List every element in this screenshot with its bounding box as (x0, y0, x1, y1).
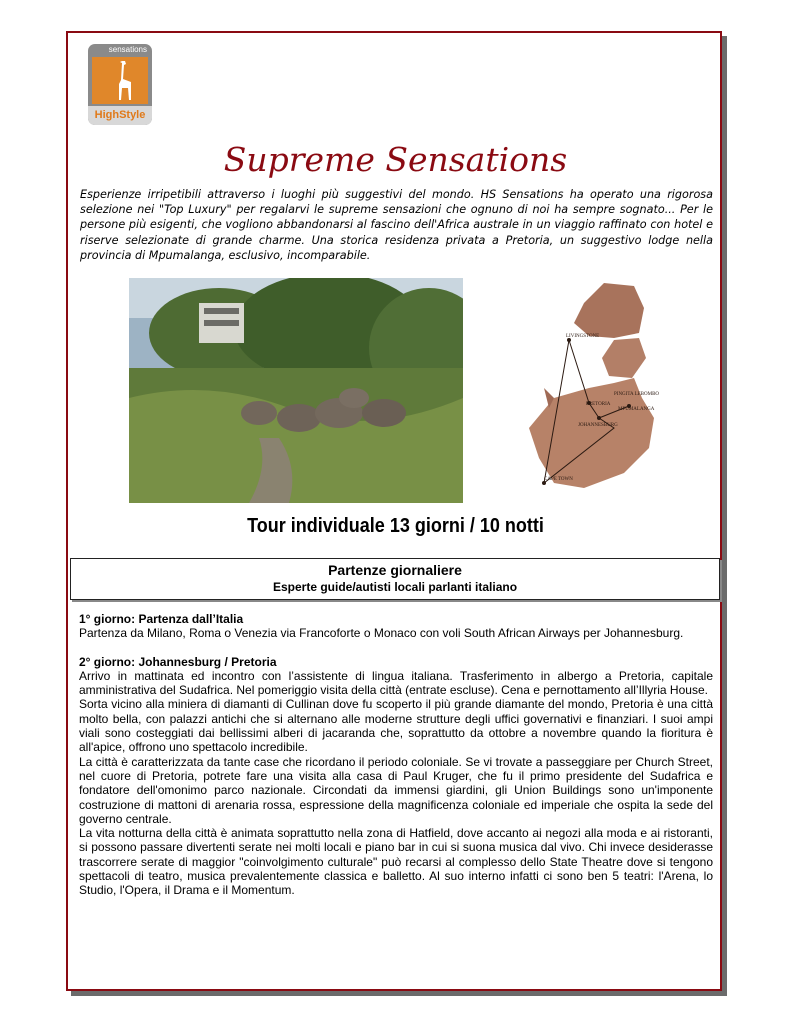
map-label-pretoria: PRETORIA (586, 402, 611, 407)
day-paragraph: Partenza da Milano, Roma o Venezia via Francoforte o Monaco con voli South African Airways per Johannesburg. (79, 626, 684, 641)
day-heading: 2° giorno: Johannesburg / Pretoria (79, 654, 277, 669)
guides-line: Esperte guide/autisti locali parlanti italiano (272, 580, 518, 594)
page-title: Supreme Sensations (223, 140, 568, 179)
map-label-cape-town: CAPE TOWN (544, 477, 573, 482)
departures-line: Partenze giornaliere (328, 562, 462, 578)
map-label-livingstone: LIVINGSTONE (566, 334, 600, 339)
day-paragraph: Sorta vicino alla miniera di diamanti di Cullinan dove fu scoperto il più grande diamante del mondo, Pretoria è una città molto bella, con palazzi antichi che si alternano alle moderne strutture degli uffici governativi e finanziari. I suoi ampi viali sono costeggiati dai bellissimi alberi di jacaranda che, soprattutto da ottobre a novembre quando la fioritura è all'apice, offrono uno spettacolo incredibile. (79, 697, 713, 755)
map-label-mpumalanga: MPUMALANGA (618, 407, 655, 412)
logo-bottom-text: HighStyle (88, 106, 152, 125)
southern-africa-route-map (514, 278, 674, 493)
logo-top-text: sensations (108, 45, 147, 54)
map-label-pingita-lebombo: PINGITA LEBOMBO (614, 392, 660, 397)
day-paragraph: La città è caratterizzata da tante case che ricordano il periodo coloniale. Se vi trovate a passeggiare per Church Street, nel cuore di Pretoria, potrete fare una visita alla casa di Paul Kruger, che fu il primo presidente del Sudafrica e fondatore dell'omonimo parco nazionale. Circondati da immensi giardini, gli Union Buildings sono un'imponente costruzione di mattoni di arenaria rossa, espressione della magnificenza coloniale ed imperiale che ospita la sede del governo centrale. (79, 754, 713, 826)
intro-text: Esperienze irripetibili attraverso i luoghi più suggestivi del mondo. HS Sensations ha operato una rigorosa selezione nei "Top Luxury" per regalarvi le supreme sensazioni che ognuno di noi ha sempre sognato... Per le persone più esigenti, che vogliono abbandonarsi al fascino dell'Africa australe in un viaggio raffinato con hotel e riserve selezionate di grande charme. Una storica residenza privata a Pretoria, un suggestivo lodge nella provincia di Mpumalanga, esclusivo, incomparabile. (80, 188, 713, 262)
itinerary-body (79, 612, 713, 898)
map-label-johannesburg: JOHANNESBURG (578, 423, 618, 428)
giraffe-logo-icon (92, 57, 148, 104)
departures-box (70, 558, 720, 600)
day-paragraph: Arrivo in mattinata ed incontro con l’assistente di lingua italiana. Trasferimento in albergo a Pretoria, capitale amministrativa del Sudafrica. Nel pomeriggio visita della città (entrate escluse). Cena e pernottamento all’Illyria House. (79, 668, 713, 698)
day-paragraph: La vita notturna della città è animata soprattutto nella zona di Hatfield, dove accanto ai negozi alla moda e ai ristoranti, si possono passare divertenti serate nei molti locali e piano bar in cui si suona musica dal vivo. Chi invece desiderasse trascorrere serate di maggior "coinvolgimento culturale" può recarsi al complesso dello State Theatre dove si tengono spettacoli di teatro, musica prevalentemente classica e balletto. Al suo interno infatti ci sono ben 5 teatri: l'Arena, lo Studio, l'Opera, il Drama e il Momentum. (79, 826, 713, 898)
highstyle-logo (88, 44, 152, 125)
tour-title: Tour individuale 13 giorni / 10 notti (247, 515, 544, 537)
day-heading: 1° giorno: Partenza dall’Italia (79, 612, 244, 626)
elephants-lodge-photo (129, 278, 463, 503)
